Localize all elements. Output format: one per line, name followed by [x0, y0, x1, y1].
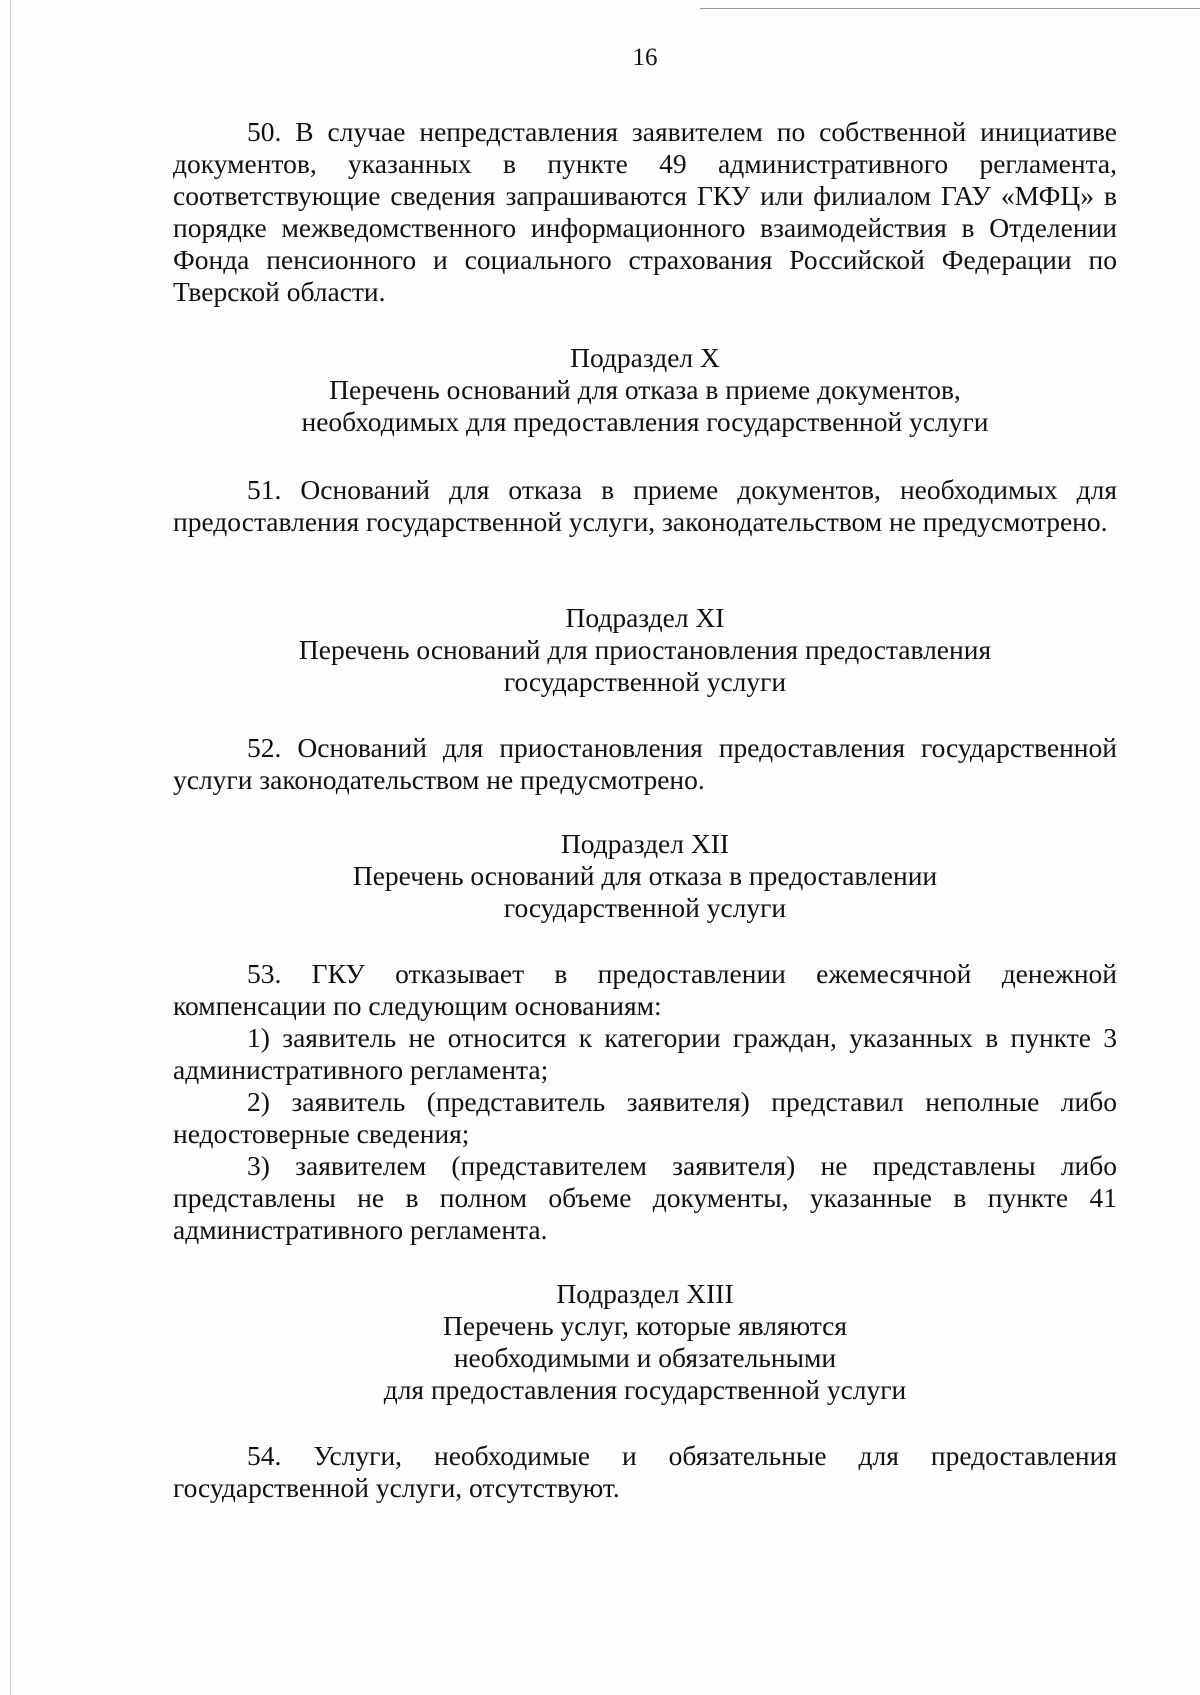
subsection-xi-line-1: Перечень оснований для приостановления предоставления	[298, 634, 992, 665]
subsection-xii-line-2: государственной услуги	[503, 892, 787, 923]
subsection-xiii-title: Подраздел XIII	[556, 1278, 734, 1309]
page-number: 16	[632, 44, 658, 71]
paragraph-53-item-3: 3) заявителем (представителем заявителя) не представлены либо представлены не в полном объеме документы, указанные в пункте 41 административного регламента.	[173, 1150, 1117, 1245]
subsection-xi-title: Подраздел XI	[565, 602, 725, 633]
subsection-xiii-line-2: необходимыми и обязательными	[453, 1342, 837, 1373]
paragraph-54	[173, 1440, 1117, 1504]
paragraph-52	[173, 732, 1117, 796]
subsection-x-line-1: Перечень оснований для отказа в приеме документов,	[329, 374, 961, 405]
subsection-xii-title: Подраздел XII	[560, 828, 730, 859]
subsection-xii-line-1: Перечень оснований для отказа в предоставлении	[352, 860, 938, 891]
paragraph-51-text: 51. Оснований для отказа в приеме документов, необходимых для предоставления государственной услуги, законодательством не предусмотрено.	[173, 474, 1117, 537]
subsection-xiii-line-3: для предоставления государственной услуги	[383, 1374, 907, 1405]
paragraph-52-text: 52. Оснований для приостановления предоставления государственной услуги законодательством не предусмотрено.	[173, 732, 1117, 795]
subsection-xi-line-2: государственной услуги	[503, 666, 787, 697]
paragraph-50-text: 50. В случае непредставления заявителем по собственной инициативе документов, указанных в пункте 49 административного регламента, соответствующие сведения запрашиваются ГКУ или филиалом ГАУ «МФЦ» в порядке межведомственного информационного взаимодействия в Отделении Фонда пенсионного и социального страхования Российской Федерации по Тверской области.	[173, 116, 1117, 307]
paragraph-50	[173, 116, 1117, 308]
subsection-x-heading	[173, 342, 1117, 438]
paragraph-53-item-1: 1) заявитель не относится к категории граждан, указанных в пункте 3 административного регламента;	[173, 1022, 1117, 1085]
scan-edge-top	[700, 8, 1200, 9]
scan-edge-left	[10, 0, 11, 1695]
subsection-x-line-2: необходимых для предоставления государственной услуги	[301, 406, 989, 437]
paragraph-53	[173, 958, 1117, 1246]
subsection-xi-heading	[173, 602, 1117, 698]
paragraph-51	[173, 474, 1117, 538]
subsection-xii-heading	[173, 828, 1117, 924]
subsection-xiii-heading	[173, 1278, 1117, 1406]
paragraph-53-item-2: 2) заявитель (представитель заявителя) представил неполные либо недостоверные сведения;	[173, 1086, 1117, 1149]
subsection-xiii-line-1: Перечень услуг, которые являются	[443, 1310, 847, 1341]
paragraph-54-text: 54. Услуги, необходимые и обязательные для предоставления государственной услуги, отсутствуют.	[173, 1440, 1117, 1503]
paragraph-53-text: 53. ГКУ отказывает в предоставлении ежемесячной денежной компенсации по следующим основаниям:	[173, 958, 1117, 1021]
subsection-x-title: Подраздел X	[570, 342, 720, 373]
